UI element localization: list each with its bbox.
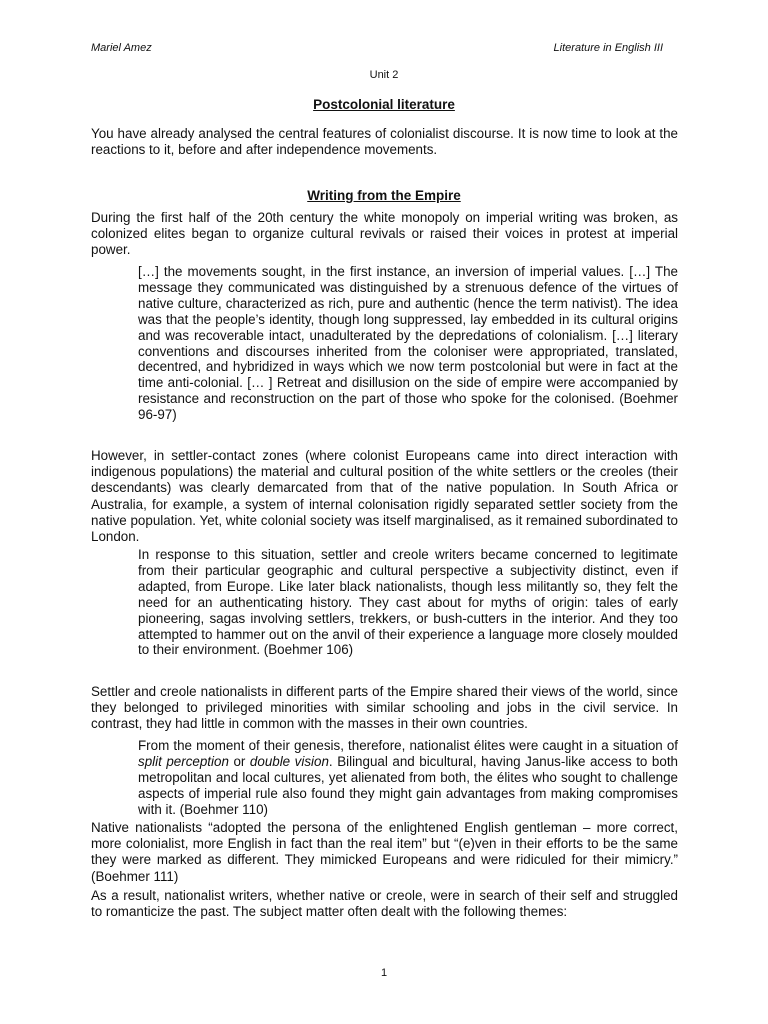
quote3-emphasis-split-perception: split perception [138, 753, 229, 769]
paragraph-3: Settler and creole nationalists in different parts of the Empire shared their views of the world, since they belonged to privileged minorities with similar schooling and jobs in the civil service. In contrast, they had little in common with the masses in their own countries. [91, 684, 678, 732]
page-title: Postcolonial literature [313, 97, 455, 112]
paragraph-4: Native nationalists “adopted the persona of the enlightened English gentleman – more correct, more colonialist, more English in fact than the real item” but “(e)ven in their efforts to be the same they were marked as different. They mimicked Europeans and were ridiculed for their mimicry.” (Boehmer 111) [91, 820, 678, 884]
section-title: Writing from the Empire [307, 188, 461, 203]
page-number: 1 [380, 967, 388, 979]
header-author: Mariel Amez [91, 42, 152, 54]
block-quote-2: In response to this situation, settler and creole writers became concerned to legitimate from their particular geographic and cultural perspective a subjectivity distinct, even if adapted, from Europe. Like later black nationalists, though less militantly so, they felt the need for an authenticating history. They cast about for myths of origin: tales of early pioneering, sagas involving settlers, trekkers, or bush-cutters in the interior. And they too attempted to hammer out on the anvil of their experience a language more closely moulded to their environment. (Boehmer 106) [138, 547, 678, 658]
quote3-part3: . Bilingual and bicultural, having Janus-like access to both metropolitan and local cultures, yet alienated from both, the élites who sought to challenge aspects of imperial rule also found they might gain advantages from making compromises with it. (Boehmer 110) [138, 753, 678, 817]
quote3-part1: From the moment of their genesis, therefore, nationalist élites were caught in a situation of [138, 738, 678, 753]
block-quote-1: […] the movements sought, in the first instance, an inversion of imperial values. […] The message they communicated was distinguished by a strenuous defence of the virtues of native culture, characterized as rich, pure and authentic (hence the term nativist). The idea was that the people’s identity, though long suppressed, lay embedded in its cultural origins and was recoverable intact, unadulterated by the depredations of colonialism. […] literary conventions and discourses inherited from the coloniser were appropriated, translated, decentred, and hybridized in ways which we now term postcolonial but were in fact at the time anti-colonial. [… ] Retreat and disillusion on the side of empire were accompanied by resistance and reconstruction on the part of those who spoke for the colonised. (Boehmer 96-97) [138, 264, 678, 423]
unit-label: Unit 2 [369, 69, 399, 81]
header-course: Literature in English III [553, 42, 663, 54]
quote3-part2: or [228, 753, 250, 769]
paragraph-5: As a result, nationalist writers, whether native or creole, were in search of their self and struggled to romanticize the past. The subject matter often dealt with the following themes: [91, 888, 678, 920]
paragraph-2: However, in settler-contact zones (where colonist Europeans came into direct interaction with indigenous populations) the material and cultural position of the white settlers or the creoles (their descendants) was clearly demarcated from that of the native population. In South Africa or Australia, for example, a system of internal colonisation rigidly separated settler society from the native population. Yet, white colonial society was itself marginalised, as it remained subordinated to London. [91, 448, 678, 545]
paragraph-1: During the first half of the 20th century the white monopoly on imperial writing was broken, as colonized elites began to organize cultural revivals or raised their voices in protest at imperial power. [91, 210, 678, 258]
intro-paragraph: You have already analysed the central features of colonialist discourse. It is now time to look at the reactions to it, before and after independence movements. [91, 126, 678, 158]
quote3-emphasis-double-vision: double vision [249, 753, 329, 769]
block-quote-3 [138, 738, 678, 818]
